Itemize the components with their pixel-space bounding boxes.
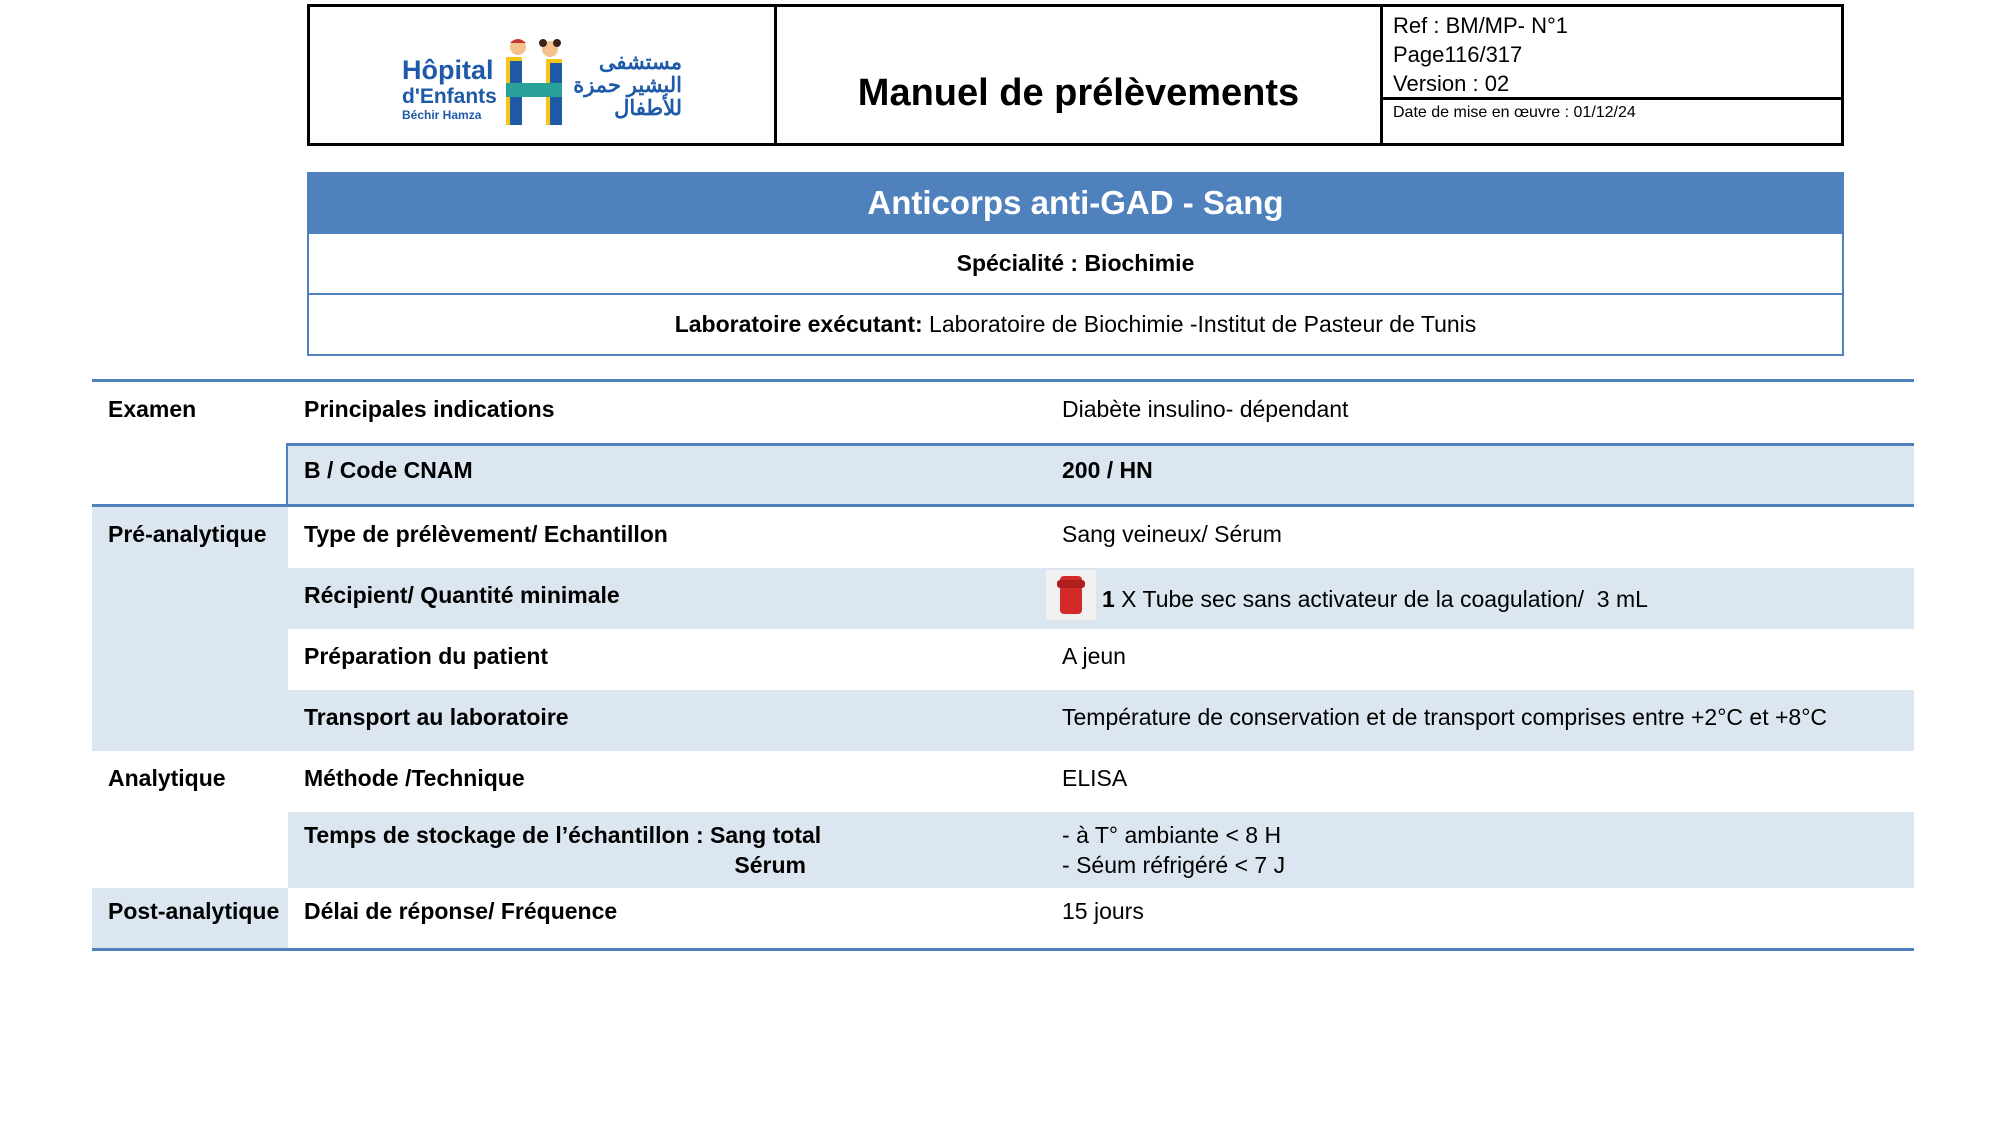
table-row xyxy=(92,382,1914,443)
document-header xyxy=(307,4,1844,146)
row-label: Méthode /Technique xyxy=(304,765,525,791)
red-cap-tube-icon xyxy=(1046,570,1096,620)
table-row xyxy=(92,443,1914,504)
row-label: Transport au laboratoire xyxy=(288,690,1046,751)
table-row xyxy=(92,507,1914,568)
table-row xyxy=(92,568,1914,629)
pre-analytique-block xyxy=(92,504,1914,751)
table-row xyxy=(92,751,1914,812)
row-label-line1: Temps de stockage de l’échantillon : Sang total xyxy=(304,822,822,848)
page-number: Page116/317 xyxy=(1393,42,1523,67)
section-spacer xyxy=(92,568,288,629)
logo-ar-line3: للأطفال xyxy=(614,97,682,120)
row-label: Principales indications xyxy=(304,396,555,422)
lab-row xyxy=(307,295,1844,356)
row-label: Délai de réponse/ Fréquence xyxy=(304,898,618,924)
row-value: A jeun xyxy=(1062,643,1126,669)
divider xyxy=(288,443,1914,446)
divider xyxy=(286,443,288,504)
section-examen: Examen xyxy=(108,396,197,422)
row-value xyxy=(1046,568,1914,629)
logo-ar-line2: البشير حمزة xyxy=(573,74,682,97)
row-value: 15 jours xyxy=(1062,898,1144,924)
hospital-logo xyxy=(310,7,777,143)
logo-children-h-icon xyxy=(502,37,568,127)
row-value: Température de conservation et de transport comprises entre +2°C et +8°C xyxy=(1046,690,1914,751)
table-row xyxy=(92,629,1914,690)
section-spacer xyxy=(92,629,288,690)
section-spacer xyxy=(92,812,288,888)
storage-list xyxy=(1062,820,1914,880)
list-item: - Séum réfrigéré < 7 J xyxy=(1062,850,1914,880)
row-label: Récipient/ Quantité minimale xyxy=(288,568,1046,629)
lab-label: Laboratoire exécutant: xyxy=(674,311,923,337)
version-text: Version : 02 xyxy=(1393,71,1510,96)
table-row xyxy=(92,690,1914,751)
table-row xyxy=(92,888,1914,951)
section-spacer xyxy=(92,751,288,812)
section-pre: Pré-analytique xyxy=(108,521,267,547)
row-value: 200 / HN xyxy=(1046,443,1914,504)
header-title-cell xyxy=(777,7,1383,143)
section-spacer xyxy=(92,507,288,568)
meta-ref-block xyxy=(1383,7,1841,100)
logo-fr-line3: Béchir Hamza xyxy=(402,108,482,122)
section-analytique: Analytique xyxy=(108,765,226,791)
row-label-line2: Sérum xyxy=(734,852,806,878)
section-post: Post-analytique xyxy=(92,888,288,948)
row-label xyxy=(288,812,1046,888)
row-label: Préparation du patient xyxy=(304,643,549,669)
row-label: Type de prélèvement/ Echantillon xyxy=(304,521,668,547)
section-spacer xyxy=(92,690,288,751)
row-value xyxy=(1046,812,1914,888)
date-text: Date de mise en œuvre : 01/12/24 xyxy=(1393,104,1636,121)
row-label: B / Code CNAM xyxy=(288,443,1046,504)
row-value: Diabète insulino- dépendant xyxy=(1062,396,1349,422)
analytique-block xyxy=(92,751,1914,888)
document-title: Manuel de prélèvements xyxy=(857,72,1300,114)
logo-french-text xyxy=(402,57,497,121)
tube-description: X Tube sec sans activateur de la coagulation/ 3 mL xyxy=(1114,586,1648,613)
list-item: - à T° ambiante < 8 H xyxy=(1062,820,1914,850)
logo-fr-line1: Hôpital xyxy=(402,55,494,85)
test-title: Anticorps anti-GAD - Sang xyxy=(307,172,1844,234)
row-value: Sang veineux/ Sérum xyxy=(1062,521,1282,547)
tube-count: 1 xyxy=(1102,586,1115,613)
specialty-text: Spécialité : Biochimie xyxy=(956,250,1195,276)
test-title-block xyxy=(307,172,1844,356)
specialty-row xyxy=(307,234,1844,295)
logo-ar-line1: مستشفى xyxy=(598,51,682,74)
logo-arabic-text xyxy=(572,51,682,120)
lab-value: Laboratoire de Biochimie -Institut de Pasteur de Tunis xyxy=(922,311,1477,337)
logo-fr-line2: d'Enfants xyxy=(402,85,497,108)
ref-text: Ref : BM/MP- N°1 xyxy=(1393,13,1569,38)
row-value: ELISA xyxy=(1062,765,1128,791)
section-spacer xyxy=(92,443,288,504)
header-meta-cell xyxy=(1383,7,1841,143)
table-row xyxy=(92,812,1914,888)
specimen-table xyxy=(92,379,1914,951)
